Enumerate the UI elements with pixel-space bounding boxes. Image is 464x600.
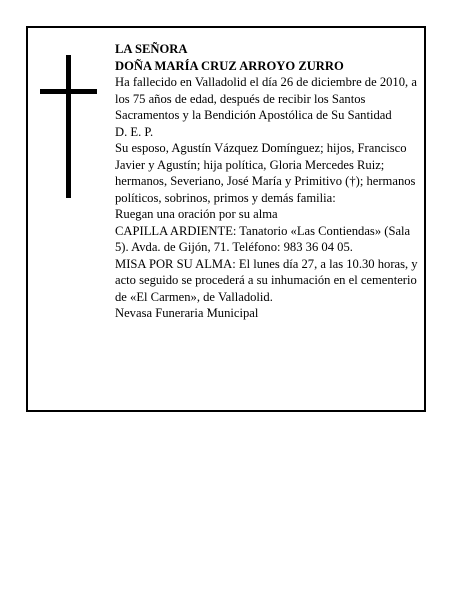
notice-title: LA SEÑORA xyxy=(115,42,188,56)
rip-abbreviation: D. E. P. xyxy=(115,124,154,139)
funeral-home: Nevasa Funeraria Municipal xyxy=(115,306,259,320)
mass-info: MISA POR SU ALMA: El lunes día 27, a las 10.30 horas, y acto seguido se procederá a su inhumación en el cementerio de «El Carmen», de Valladolid. xyxy=(115,256,421,304)
cross-icon xyxy=(40,55,97,198)
cross-vertical-bar xyxy=(66,55,71,198)
funeral-chapel-info: CAPILLA ARDIENTE: Tanatorio «Las Contiendas» (Sala 5). Avda. de Gijón, 71. Teléfono: 983 36 04 05. xyxy=(115,223,414,254)
death-announcement: Ha fallecido en Valladolid el día 26 de diciembre de 2010, a los 75 años de edad, después de recibir los Santos Sacramentos y la Bendición Apostólica de Su Santidad xyxy=(115,75,421,122)
notice-text xyxy=(115,41,419,322)
deceased-name: DOÑA MARÍA CRUZ ARROYO ZURRO xyxy=(115,58,344,73)
family-list: Su esposo, Agustín Vázquez Domínguez; hijos, Francisco Javier y Agustín; hija política, Gloria Mercedes Ruiz; hermanos, Severiano, José María y Primitivo (†); hermanos políticos, sobrinos, primos y demás familia: xyxy=(115,141,419,205)
cross-horizontal-bar xyxy=(40,89,97,94)
prayer-request: Ruegan una oración por su alma xyxy=(115,207,278,221)
obituary-notice xyxy=(26,26,426,412)
